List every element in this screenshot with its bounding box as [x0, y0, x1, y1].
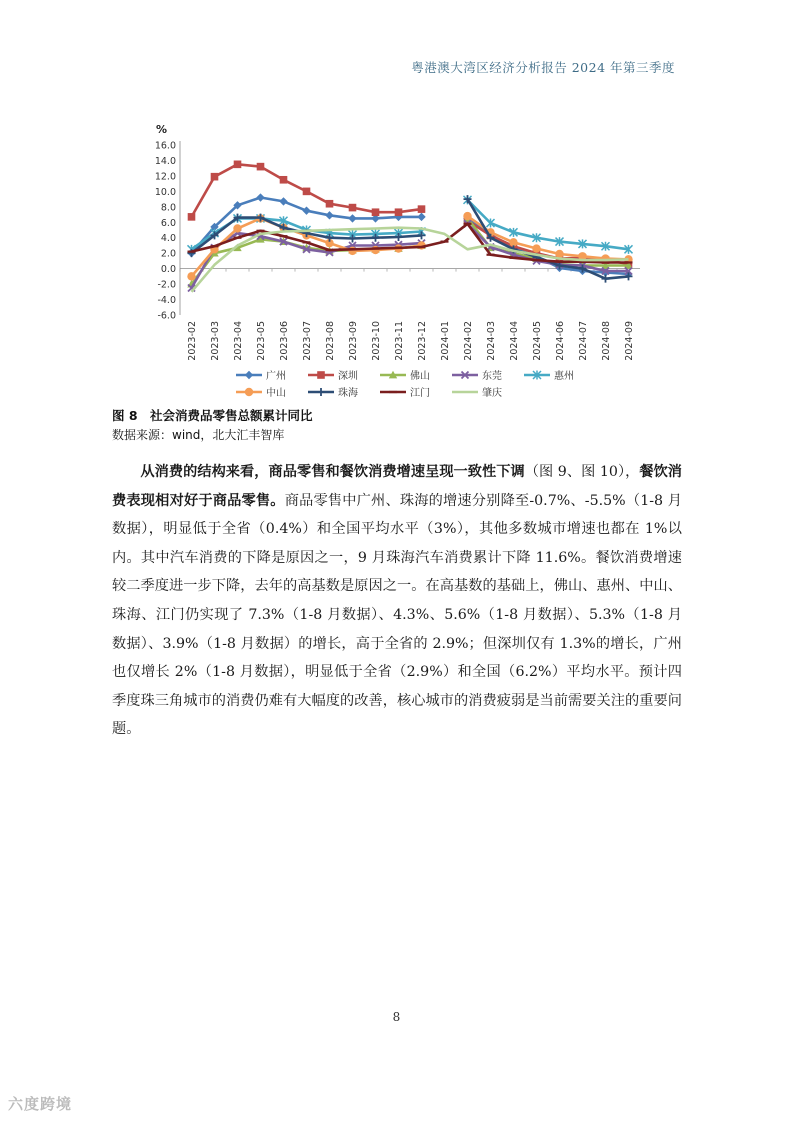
data-point — [372, 208, 380, 216]
data-point — [257, 163, 265, 171]
figure-source: 数据来源：wind，北大汇丰智库 — [112, 428, 285, 442]
legend-label: 佛山 — [410, 371, 430, 382]
data-point — [211, 173, 219, 181]
data-point — [234, 161, 242, 169]
data-point — [256, 193, 264, 201]
data-point — [417, 213, 425, 221]
y-tick-label: 16.0 — [154, 140, 176, 152]
data-point — [602, 275, 610, 283]
data-point — [233, 224, 241, 232]
y-tick-label: 0.0 — [160, 264, 176, 276]
data-point — [532, 244, 540, 252]
data-point — [302, 206, 310, 214]
y-tick-label: 8.0 — [160, 202, 176, 214]
x-tick-label: 2024-04 — [509, 321, 520, 361]
data-point — [280, 176, 288, 184]
data-point — [395, 208, 403, 216]
y-tick-label: 2.0 — [160, 248, 176, 260]
data-point — [325, 211, 333, 219]
x-tick-label: 2024-08 — [601, 321, 612, 361]
data-point — [418, 205, 426, 213]
y-tick-label: 12.0 — [154, 171, 176, 183]
body-paragraph — [112, 458, 682, 744]
x-tick-label: 2023-04 — [233, 321, 244, 361]
legend-marker — [317, 371, 325, 379]
y-tick-label: -4.0 — [157, 295, 176, 307]
data-point — [188, 213, 196, 221]
y-tick-label: 10.0 — [154, 186, 176, 198]
report-header: 粤港澳大湾区经济分析报告 2024 年第三季度 — [411, 60, 675, 75]
legend-label: 江门 — [410, 388, 430, 399]
x-tick-label: 2024-02 — [463, 321, 474, 361]
y-tick-label: -6.0 — [157, 310, 176, 322]
y-tick-label: 4.0 — [160, 233, 176, 245]
page-number: 8 — [392, 1010, 401, 1024]
x-tick-label: 2024-09 — [624, 321, 635, 361]
data-point — [279, 197, 287, 205]
data-point — [326, 200, 334, 208]
bold-lead-a: 从消费的结构来看，商品零售和餐饮消费增速呈现一致性下调 — [140, 464, 525, 480]
x-tick-label: 2024-05 — [532, 321, 543, 361]
data-point — [187, 272, 195, 280]
x-tick-label: 2023-10 — [371, 321, 382, 361]
x-tick-label: 2023-08 — [325, 321, 336, 361]
figure-caption: 图 8 社会消费品零售总额累计同比 — [112, 408, 313, 423]
legend-label: 深圳 — [338, 371, 358, 382]
x-tick-label: 2023-12 — [417, 321, 428, 361]
x-tick-label: 2023-05 — [256, 321, 267, 361]
legend-label: 肇庆 — [482, 388, 502, 399]
bold-lead-b: 餐饮消费表现相对好于商品零售。 — [112, 464, 682, 509]
normal-a: （图 9、图 10）， — [524, 464, 640, 480]
x-tick-label: 2024-06 — [555, 321, 566, 361]
x-tick-label: 2024-01 — [440, 321, 451, 361]
legend-marker — [317, 388, 325, 396]
legend-marker — [245, 371, 253, 379]
legend-marker — [245, 388, 253, 396]
x-tick-label: 2023-07 — [302, 321, 313, 361]
data-point — [348, 214, 356, 222]
legend-label: 东莞 — [482, 371, 502, 382]
body-text — [112, 458, 682, 744]
line-chart — [118, 120, 678, 410]
x-tick-label: 2023-09 — [348, 321, 359, 361]
data-point — [509, 238, 517, 246]
y-axis-label: % — [156, 123, 168, 136]
legend-label: 中山 — [266, 388, 286, 399]
watermark-logo: 六度跨境 — [8, 1095, 73, 1113]
legend-label: 广州 — [266, 371, 286, 382]
y-tick-label: 6.0 — [160, 217, 176, 229]
x-tick-label: 2023-02 — [187, 321, 198, 361]
data-point — [303, 188, 311, 196]
x-tick-label: 2023-06 — [279, 321, 290, 361]
data-point — [349, 204, 357, 212]
x-tick-label: 2024-03 — [486, 321, 497, 361]
y-tick-label: -2.0 — [157, 279, 176, 291]
legend-label: 珠海 — [338, 388, 358, 399]
chart-svg — [118, 120, 678, 410]
x-tick-label: 2024-07 — [578, 321, 589, 361]
x-tick-label: 2023-03 — [210, 321, 221, 361]
data-point — [463, 212, 471, 220]
normal-b: 商品零售中广州、珠海的增速分别降至-0.7%、-5.5%（1-8 月数据），明显低于全省（0.4%）和全国平均水平（3%），其他多数城市增速也都在 1%以内。其中汽车消费的下降是原因之一，9 月珠海汽车消费累计下降 11.6%。餐饮消费增速较二季度进一步下降，去年的高基数是原因之一。在高基数的基础上，佛山、惠州、中山、珠海、江门仍实现了 7.3%（1-8 月数据）、4.3%、5.6%（1-8 月数据）、5.3%（1-8 月数据）、3.9%（1-8 月数据）的增长，高于全省的 2.9%；但深圳仅有 1.3%的增长，广州也仅增长 2%（1-8 月数据），明显低于全省（2.9%）和全国（6.2%）平均水平。预计四季度珠三角城市的消费仍难有大幅度的改善，核心城市的消费疲弱是当前需要关注的重要问题。 — [112, 492, 682, 738]
y-tick-label: 14.0 — [154, 155, 176, 167]
legend-label: 惠州 — [554, 371, 574, 382]
x-tick-label: 2023-11 — [394, 321, 405, 361]
